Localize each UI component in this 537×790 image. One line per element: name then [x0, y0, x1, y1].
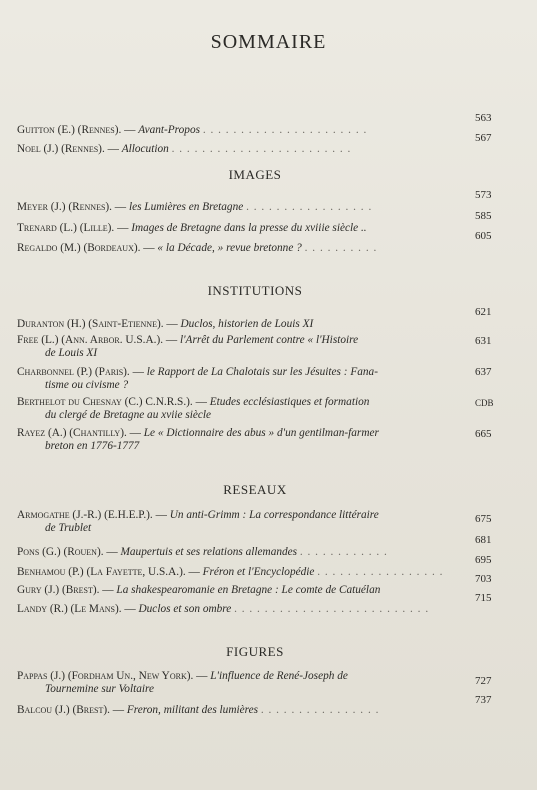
entry-title: l'Arrêt du Parlement contre « l'Histoire: [180, 334, 359, 346]
toc-entry: [17, 143, 469, 156]
dot-leader: . . . . . . . . . . . . . . . . . . . . . .: [202, 124, 368, 136]
section-heading-reseaux: RESEAUX: [223, 482, 287, 497]
page-number: 675: [475, 513, 492, 525]
page-number: 621: [475, 306, 492, 318]
dot-leader: . . . . . . . . . . . . . . . . .: [246, 201, 373, 213]
page-number: 737: [475, 694, 492, 706]
entry-author: Charbonnel (P.) (Paris). —: [17, 366, 144, 378]
entry-author: Gury (J.) (Brest). —: [17, 584, 114, 596]
entry-title: Maupertuis et ses relations allemandes: [120, 546, 298, 558]
entry-title: Etudes ecclésiastiques et formation: [209, 396, 370, 408]
dot-leader: . . . . . . . . . .: [304, 242, 378, 254]
toc-entry: [17, 584, 469, 597]
entry-title: le Rapport de La Chalotais sur les Jésuites : Fana-: [146, 366, 378, 378]
entry-author: Berthelot du Chesnay (C.) C.N.R.S.). —: [17, 396, 207, 408]
dot-leader: . . . . . . . . . . . . . . . . . . . . . . . .: [171, 143, 352, 155]
page-title: SOMMAIRE: [210, 31, 327, 53]
toc-entry: [17, 222, 469, 235]
page-number: 665: [475, 428, 492, 440]
page-number: 715: [475, 592, 492, 604]
page-number: 637: [475, 366, 492, 378]
page-number: 563: [475, 112, 492, 124]
entry-author: Guitton (E.) (Rennes). —: [17, 124, 136, 136]
dot-leader: . . . . . . . . . . . . . . . . .: [317, 566, 444, 578]
dot-leader: . . . . . . . . . . . .: [299, 546, 388, 558]
page-number: CDB: [475, 398, 494, 408]
page-number: 727: [475, 675, 492, 687]
page-number: 567: [475, 132, 492, 144]
entry-title: les Lumières en Bretagne: [128, 201, 244, 213]
entry-title-continued: Tournemine sur Voltaire: [45, 683, 155, 695]
page-number: 585: [475, 210, 492, 222]
entry-author: Trenard (L.) (Lille). —: [17, 222, 129, 234]
entry-title: La shakespearomanie en Bretagne : Le comte de Catuélan: [116, 584, 381, 596]
section-heading-figures: FIGURES: [226, 644, 284, 659]
entry-author: Pappas (J.) (Fordham Un., New York). —: [17, 670, 208, 682]
entry-author: Regaldo (M.) (Bordeaux). —: [17, 242, 155, 254]
page-number: 703: [475, 573, 492, 585]
entry-title: Avant-Propos: [138, 124, 201, 136]
toc-entry: [17, 603, 469, 616]
entry-title-continued: de Louis XI: [45, 347, 98, 359]
entry-author: Duranton (H.) (Saint-Etienne). —: [17, 318, 178, 330]
toc-entry: [17, 124, 469, 137]
entry-author: Benhamou (P.) (La Fayette, U.S.A.). —: [17, 566, 200, 578]
toc-entry: [17, 704, 469, 717]
page-number: 631: [475, 335, 492, 347]
page-number: 605: [475, 230, 492, 242]
toc-entry: [17, 334, 469, 360]
entry-title-continued: de Trublet: [45, 522, 92, 534]
toc-entry: [17, 566, 469, 579]
page-number: 573: [475, 189, 492, 201]
toc-entry: [17, 396, 469, 422]
entry-author: Rayez (A.) (Chantilly). —: [17, 427, 141, 439]
entry-title: L'influence de René-Joseph de: [210, 670, 348, 682]
toc-entry: [17, 427, 469, 453]
toc-entry: [17, 546, 469, 559]
entry-title: « la Décade, » revue bretonne ?: [157, 242, 302, 254]
page-number: 695: [475, 554, 492, 566]
toc-entry: [17, 242, 469, 255]
entry-author: Balcou (J.) (Brest). —: [17, 704, 125, 716]
entry-author: Meyer (J.) (Rennes). —: [17, 201, 127, 213]
entry-title: Allocution: [121, 143, 169, 155]
toc-entry: [17, 318, 469, 331]
dot-leader: . . . . . . . . . . . . . . . . . . . . . . . . . .: [234, 603, 430, 615]
entry-title: Fréron et l'Encyclopédie: [202, 566, 315, 578]
entry-title: Le « Dictionnaire des abus » d'un gentilman-farmer: [143, 427, 379, 439]
entry-title-continued: tisme ou civisme ?: [45, 379, 129, 391]
entry-author: Noel (J.) (Rennes). —: [17, 143, 119, 155]
entry-author: Armogathe (J.-R.) (E.H.E.P.). —: [17, 509, 167, 521]
entry-title: Un anti-Grimm : La correspondance littéraire: [169, 509, 379, 521]
section-heading-images: IMAGES: [228, 167, 282, 182]
toc-entry: [17, 670, 469, 696]
toc-entry: [17, 509, 469, 535]
entry-author: Landy (R.) (Le Mans). —: [17, 603, 136, 615]
page-number: 681: [475, 534, 492, 546]
dot-leader: . . . . . . . . . . . . . . . .: [260, 704, 380, 716]
section-heading-institutions: INSTITUTIONS: [207, 283, 303, 298]
entry-title-continued: breton en 1776-1777: [45, 440, 140, 452]
toc-entry: [17, 366, 469, 392]
entry-title: Images de Bretagne dans la presse du xviiie siècle ..: [131, 222, 367, 234]
entry-author: Pons (G.) (Rouen). —: [17, 546, 118, 558]
toc-entry: [17, 201, 469, 214]
entry-title: Duclos et son ombre: [138, 603, 232, 615]
entry-author: Free (L.) (Ann. Arbor. U.S.A.). —: [17, 334, 178, 346]
entry-title-continued: du clergé de Bretagne au xviie siècle: [45, 409, 212, 421]
entry-title: Freron, militant des lumières: [126, 704, 259, 716]
entry-title: Duclos, historien de Louis XI: [180, 318, 314, 330]
